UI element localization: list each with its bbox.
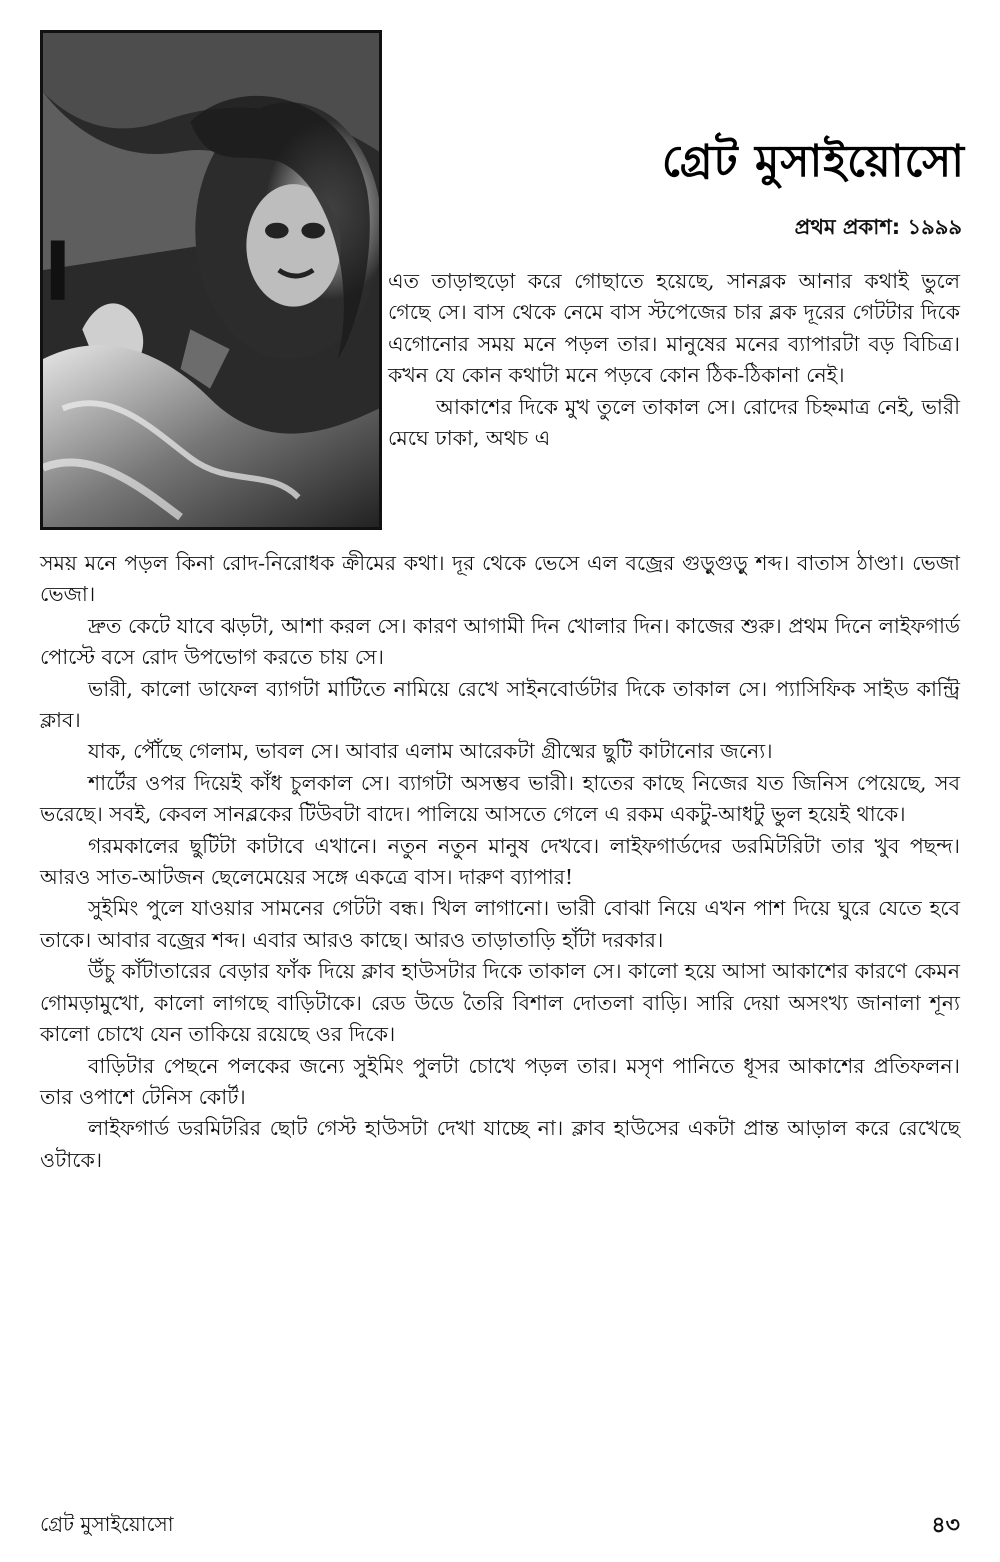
page-number: ৪৩ xyxy=(931,1512,960,1538)
paragraph: সময় মনে পড়ল কিনা রোদ-নিরোধক ক্রীমের কথা। দূর থেকে ভেসে এল বজ্রের গুড়ুগুড়ু শব্দ। বাতাস ঠাণ্ডা। ভেজা ভেজা। xyxy=(40,551,960,607)
paragraph: লাইফগার্ড ডরমিটরির ছোট গেস্ট হাউসটা দেখা যাচ্ছে না। ক্লাব হাউসের একটা প্রান্ত আড়াল করে রেখেছে ওটাকে। xyxy=(40,1116,960,1172)
first-published-line: প্রথম প্রকাশ: ১৯৯৯ xyxy=(794,215,962,239)
body-text-narrow xyxy=(388,266,960,454)
paragraph: ভারী, কালো ডাফেল ব্যাগটা মাটিতে নামিয়ে রেখে সাইনবোর্ডটার দিকে তাকাল সে। প্যাসিফিক সাইড কান্ট্রি ক্লাব। xyxy=(40,676,960,733)
chapter-title: গ্রেট মুসাইয়োসো xyxy=(661,136,965,187)
paragraph: এত তাড়াহুড়ো করে গোছাতে হয়েছে, সানব্লক আনার কথাই ভুলে গেছে সে। বাস থেকে নেমে বাস স্টপেজের চার ব্লক দূরের গেটটার দিকে এগোনোর সময় মনে পড়ল তার। মানুষের মনের ব্যাপারটা বড় বিচিত্র। কখন যে কোন কথাটা মনে পড়বে কোন ঠিক-ঠিকানা নেই। xyxy=(388,269,960,388)
running-footer-title: গ্রেট মুসাইয়োসো xyxy=(40,1512,174,1536)
paragraph: গরমকালের ছুটিটা কাটাবে এখানে। নতুন নতুন মানুষ দেখবে। লাইফগার্ডদের ডরমিটরিটা তার খুব পছন্দ। আরও সাত-আটজন ছেলেমেয়ের সঙ্গে একত্রে বাস। দারুণ ব্যাপার! xyxy=(40,833,960,890)
body-text-wide xyxy=(40,548,960,1176)
paragraph: বাড়িটার পেছনে পলকের জন্যে সুইমিং পুলটা চোখে পড়ল তার। মসৃণ পানিতে ধূসর আকাশের প্রতিফলন। তার ওপাশে টেনিস কোর্ট। xyxy=(40,1053,960,1109)
paragraph: সুইমিং পুলে যাওয়ার সামনের গেটটা বন্ধ। খিল লাগানো। ভারী বোঝা নিয়ে এখন পাশ দিয়ে ঘুরে যেতে হবে তাকে। আবার বজ্রের শব্দ। এবার আরও কাছে। আরও তাড়াতাড়ি হাঁটা দরকার। xyxy=(40,896,960,952)
paragraph: যাক, পৌঁছে গেলাম, ভাবল সে। আবার এলাম আরেকটা গ্রীষ্মের ছুটি কাটানোর জন্যে। xyxy=(88,739,773,764)
paragraph: আকাশের দিকে মুখ তুলে তাকাল সে। রোদের চিহ্নমাত্র নেই, ভারী মেঘে ঢাকা, অথচ এ xyxy=(388,394,960,451)
paragraph: উঁচু কাঁটাতারের বেড়ার ফাঁক দিয়ে ক্লাব হাউসটার দিকে তাকাল সে। কালো হয়ে আসা আকাশের কারণে কেমন গোমড়ামুখো, কালো লাগছে বাড়িটাকে। রেড উডে তৈরি বিশাল দোতলা বাড়ি। সারি দেয়া অসংখ্য জানালা শূন্য কালো চোখে যেন তাকিয়ে রয়েছে ওর দিকে। xyxy=(40,959,960,1047)
paragraph: শার্টের ওপর দিয়েই কাঁধ চুলকাল সে। ব্যাগটা অসম্ভব ভারী। হাতের কাছে নিজের যত জিনিস পেয়েছে, সব ভরেছে। সবই, কেবল সানব্লকের টিউবটা বাদে। পালিয়ে আসতে গেলে এ রকম একটু-আধটু ভুল হয়েই থাকে। xyxy=(40,770,960,827)
cover-illustration-image xyxy=(40,30,382,530)
illustration-art xyxy=(43,33,379,527)
paragraph: দ্রুত কেটে যাবে ঝড়টা, আশা করল সে। কারণ আগামী দিন খোলার দিন। কাজের শুরু। প্রথম দিনে লাইফগার্ড পোস্টে বসে রোদ উপভোগ করতে চায় সে। xyxy=(40,613,960,670)
